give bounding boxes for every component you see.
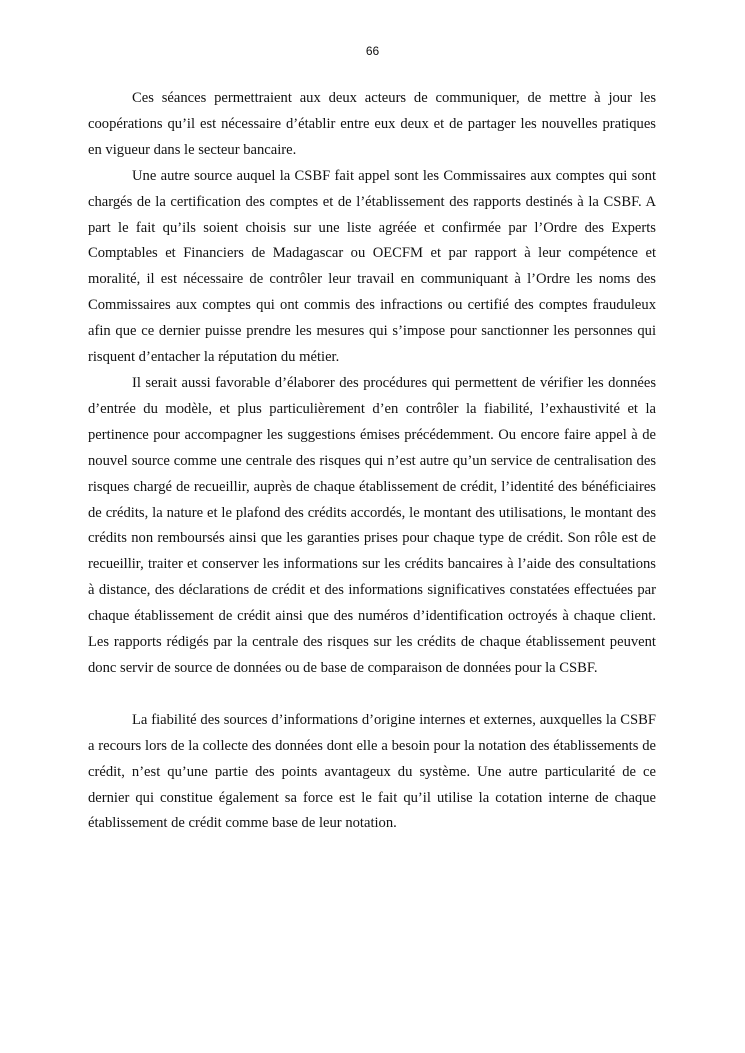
paragraph-centrale-risques: Il serait aussi favorable d’élaborer des procédures qui permettent de vérifier les données d’entrée du modèle, et plus particulièrement d’en contrôler la fiabilité, l’exhaustivité et la pertinence pour accompagner les suggestions émises précédemment. Ou encore faire appel à de nouvel source comme une centrale des risques qui n’est autre qu’un service de centralisation des risques chargé de recueillir, auprès de chaque établissement de crédit, l’identité des bénéficiaires de crédits, la nature et le plafond des crédits accordés, le montant des utilisations, le montant des crédits non remboursés ainsi que les garanties prises pour chaque type de crédit. Son rôle est de recueillir, traiter et conserver les informations sur les crédits bancaires à l’aide des consultations à distance, des déclarations de crédit et des informations significatives constatées effectuées par chaque établissement de crédit ainsi que des numéros d’identification octroyés à chaque client. Les rapports rédigés par la centrale des risques sur les crédits de chaque établissement peuvent donc servir de source de données ou de base de comparaison de données pour la CSBF.	[88, 374, 656, 676]
paragraph-commissaires: Une autre source auquel la CSBF fait appel sont les Commissaires aux comptes qui sont chargés de la certification des comptes et de l’établissement des rapports destinés à la CSBF. A part le fait qu’ils soient choisis sur une liste agréée et confirmée par l’Ordre des Experts Comptables et Financiers de Madagascar ou OECFM et par rapport à leur compétence et moralité, il est nécessaire de contrôler leur travail en communiquant à l’Ordre les noms des Commissaires aux comptes qui ont commis des infractions ou certifié des comptes frauduleux afin que ce dernier puisse prendre les mesures qui s’impose pour sanctionner les personnes qui risquent d’entacher la réputation du métier.	[88, 167, 656, 366]
page-number: 66	[365, 44, 380, 58]
paragraph-seances: Ces séances permettraient aux deux acteurs de communiquer, de mettre à jour les coopérations qu’il est nécessaire d’établir entre eux deux et de partager les nouvelles pratiques en vigueur dans le secteur bancaire.	[88, 90, 656, 158]
document-body	[88, 86, 656, 837]
paragraph-fiabilite: La fiabilité des sources d’informations d’origine internes et externes, auxquelles la CSBF a recours lors de la collecte des données dont elle a besoin pour la notation des établissements de crédit, n’est qu’une partie des points avantageux du système. Une autre particularité de ce dernier qui constitue également sa force est le fait qu’il utilise la cotation interne de chaque établissement de crédit comme base de leur notation.	[88, 711, 656, 832]
